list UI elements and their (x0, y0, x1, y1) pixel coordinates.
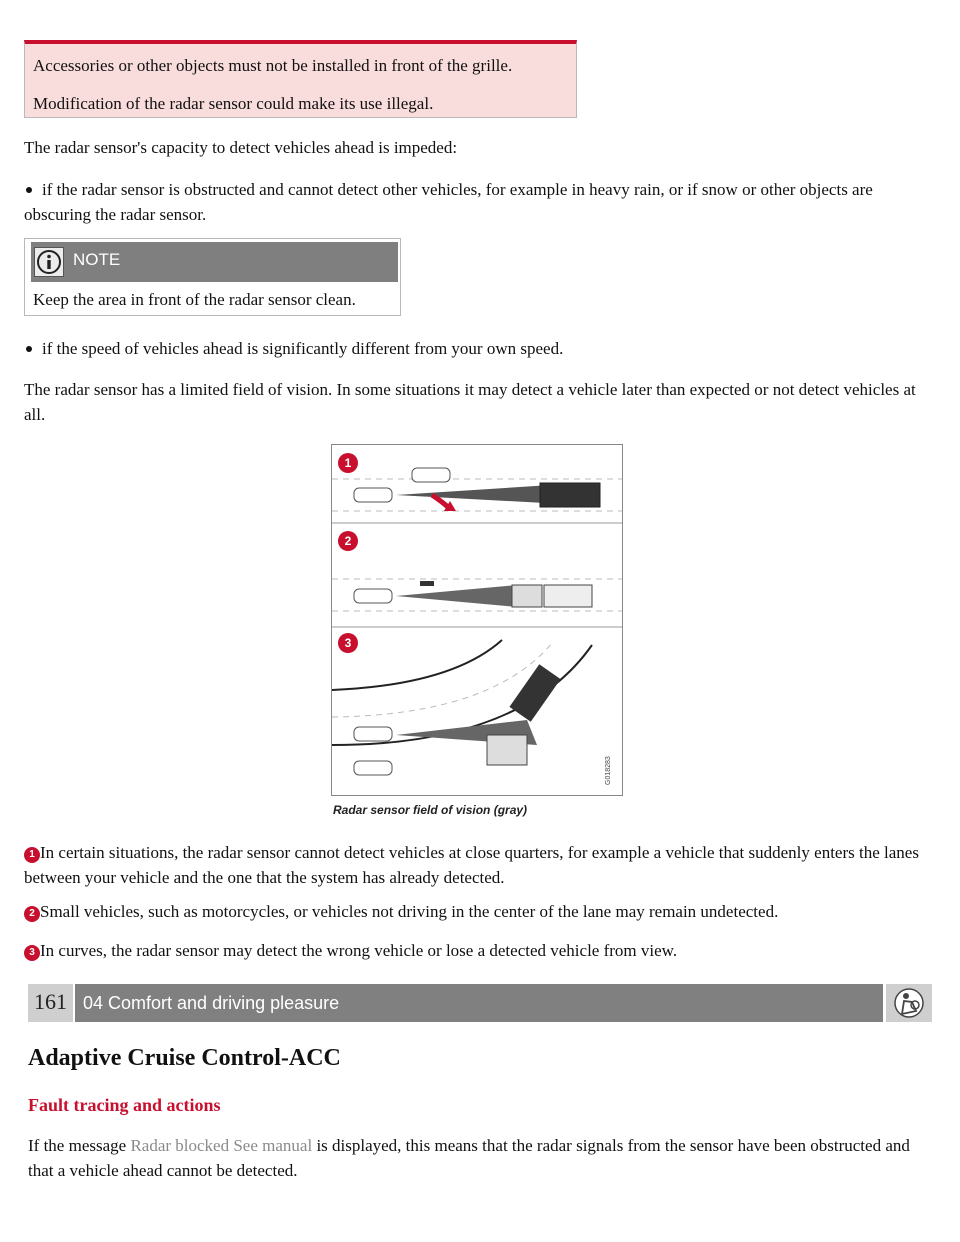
bullet-text: if the radar sensor is obstructed and cannot detect other vehicles, for example in heavy rain, or if snow or other objects are obscuring the radar sensor. (24, 180, 873, 224)
radar-illustration (331, 444, 623, 796)
field-of-vision-text: The radar sensor has a limited field of vision. In some situations it may detect a vehicle later than expected or not detect vehicles at all. (24, 380, 916, 424)
list-item-text: In curves, the radar sensor may detect the wrong vehicle or lose a detected vehicle from view. (40, 941, 678, 960)
page-number: 161 (28, 984, 73, 1022)
note-body: Keep the area in front of the radar sensor clean. (33, 290, 356, 309)
list-item-text: Small vehicles, such as motorcycles, or vehicles not driving in the center of the lane may remain undetected. (40, 902, 779, 921)
info-icon (34, 247, 64, 277)
list-item-text: In certain situations, the radar sensor cannot detect vehicles at close quarters, for example a vehicle that suddenly enters the lanes between your vehicle and the one that the system has already detected. (24, 843, 919, 887)
bullet-text: if the speed of vehicles ahead is significantly different from your own speed. (42, 339, 564, 358)
bullet-item (24, 336, 924, 361)
note-box (24, 238, 401, 316)
list-item (24, 840, 924, 890)
final-text-before: If the message (28, 1136, 131, 1155)
warning-line-2: Modification of the radar sensor could make its use illegal. (33, 94, 434, 113)
figure-caption: Radar sensor field of vision (gray) (333, 803, 528, 817)
note-header (31, 242, 398, 282)
figure-badge (338, 633, 358, 653)
number-badge: 1 (24, 847, 40, 863)
list-item (24, 899, 924, 924)
intro-text: The radar sensor's capacity to detect vehicles ahead is impeded: (24, 138, 458, 157)
bullet-dot (26, 346, 32, 352)
bullet-item (24, 177, 924, 227)
badge-label: 3 (344, 636, 352, 650)
final-paragraph (28, 1133, 928, 1183)
section-title: 04 Comfort and driving pleasure (75, 984, 883, 1022)
warning-line-1: Accessories or other objects must not be installed in front of the grille. (33, 56, 513, 75)
number-badge: 2 (24, 906, 40, 922)
figure-badge (338, 453, 358, 473)
bullet-dot (26, 187, 32, 193)
figure-code: G018283 (605, 756, 612, 785)
radar-diagram (332, 445, 622, 795)
note-title: NOTE (73, 250, 121, 269)
panel-1 (332, 468, 622, 511)
final-text-after: is displayed, this means that the radar signals from the sensor have been obstructed and that a vehicle ahead cannot be detected. (28, 1136, 910, 1180)
warning-box (24, 40, 577, 118)
section-subtitle: Fault tracing and actions (28, 1095, 221, 1115)
panel-2 (332, 579, 622, 611)
badge-label: 2 (344, 534, 352, 548)
section-bar (28, 984, 932, 1022)
badge-label: 1 (344, 456, 352, 470)
number-badge: 3 (24, 945, 40, 961)
figure-badge (338, 531, 358, 551)
list-item (24, 938, 924, 963)
page-title: Adaptive Cruise Control-ACC (28, 1045, 341, 1071)
panel-3 (332, 640, 592, 775)
driver-icon (886, 984, 932, 1022)
ui-message-ref: Radar blocked See manual (130, 1136, 313, 1155)
